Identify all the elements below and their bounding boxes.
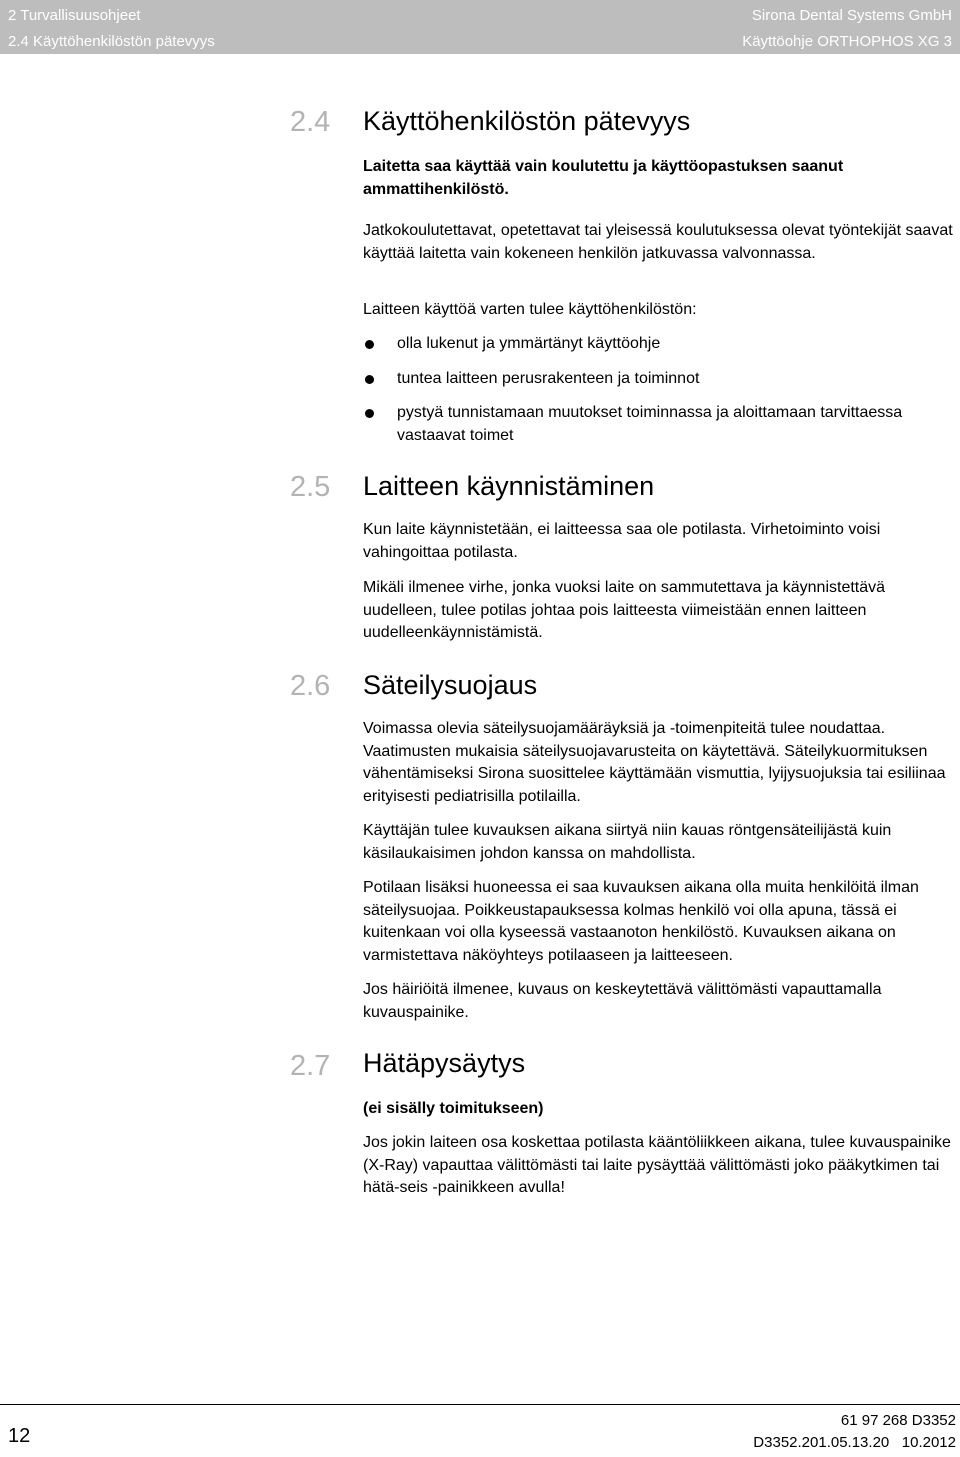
header-manual: Käyttöohje ORTHOPHOS XG 3 [742,33,952,50]
doc-date: 10.2012 [901,1434,956,1451]
footer-divider [0,1404,960,1405]
paragraph: Jos häiriöitä ilmenee, kuvaus on keskeytettävä välittömästi vapauttamalla kuvauspainike. [363,981,882,1021]
header-company: Sirona Dental Systems GmbH [751,7,952,24]
list-item [363,402,958,447]
section-intro: Laitetta saa käyttää vain koulutettu ja käyttöopastuksen saanut ammattihenkilöstö. [363,158,844,198]
section-title: Hätäpysäytys [363,1048,526,1078]
bullet-icon [365,340,374,349]
header-chapter: 2 Turvallisuusohjeet [8,7,141,24]
paragraph: Jos jokin laiteen osa koskettaa potilasta kääntöliikkeen aikana, tulee kuvauspainike (X-Ray) vapauttaa välittömästi tai laite pysäyttää välittömästi joko pääkytkimen tai hätä-seis -painikkeen avulla! [363,1134,951,1196]
paragraph: Jatkokoulutettavat, opetettavat tai yleisessä koulutuksessa olevat työntekijät saavat käyttää laitetta vain kokeneen henkilön jatkuvassa valvonnassa. [363,222,953,262]
bullet-icon [365,409,374,418]
paragraph: Potilaan lisäksi huoneessa ei saa kuvauksen aikana olla muita henkilöitä ilman säteilysuojaa. Poikkeustapauksessa kolmas henkilö voi olla apuna, tässä ei kuitenkaan voi olla kyseessä vastaanoton henkilöstö. Kuvauksen aikana on varmistettava näköyhteys potilaaseen ja laitteeseen. [363,879,919,964]
list-item-text: pystyä tunnistamaan muutokset toiminnassa ja aloittamaan tarvittaessa vastaavat toimet [397,404,903,444]
section-number: 2.7 [290,1050,331,1082]
list-item [363,333,958,356]
list-item-text: tuntea laitteen perusrakenteen ja toiminnot [397,369,700,387]
paragraph: Käyttäjän tulee kuvauksen aikana siirtyä niin kauas röntgensäteilijästä kuin käsilaukaisimen johdon kanssa on mahdollista. [363,822,892,862]
section-number: 2.4 [290,106,331,138]
paragraph: Voimassa olevia säteilysuojamääräyksiä ja -toimenpiteitä tulee noudattaa. Vaatimusten mukaisia säteilysuojavarusteita on käytettävä. Säteilykuormituksen vähentämiseksi Sirona suosittelee käyttämään vismuttia, lyijysuojuksia tai esiliinaa erityisesti pediatrisilla potilailla. [363,720,946,805]
doc-number: 61 97 268 D3352 [840,1412,956,1429]
paragraph: Laitteen käyttöä varten tulee käyttöhenkilöstön: [363,301,697,318]
section-title: Laitteen käynnistäminen [363,471,655,501]
bullet-list [363,333,958,447]
paragraph: Kun laite käynnistetään, ei laitteessa saa ole potilasta. Virhetoiminto voisi vahingoittaa potilasta. [363,521,881,561]
paragraph: Mikäli ilmenee virhe, jonka vuoksi laite on sammutettava ja käynnistettävä uudelleen, tulee potilas johtaa pois laitteesta viimeistään ennen laitteen uudelleenkäynnistämistä. [363,579,886,641]
section-number: 2.6 [290,670,331,702]
list-item [363,368,958,391]
page-number: 12 [8,1425,31,1447]
section-number: 2.5 [290,471,331,503]
section-title: Säteilysuojaus [363,670,538,700]
doc-code-date [753,1434,956,1452]
list-item-text: olla lukenut ja ymmärtänyt käyttöohje [397,335,661,352]
page-header [0,0,960,54]
doc-code: D3352.201.05.13.20 [753,1434,890,1451]
bullet-icon [365,375,374,384]
section-intro: (ei sisälly toimitukseen) [363,1100,544,1117]
section-title: Käyttöhenkilöstön pätevyys [363,106,691,136]
header-section: 2.4 Käyttöhenkilöstön pätevyys [8,33,215,50]
